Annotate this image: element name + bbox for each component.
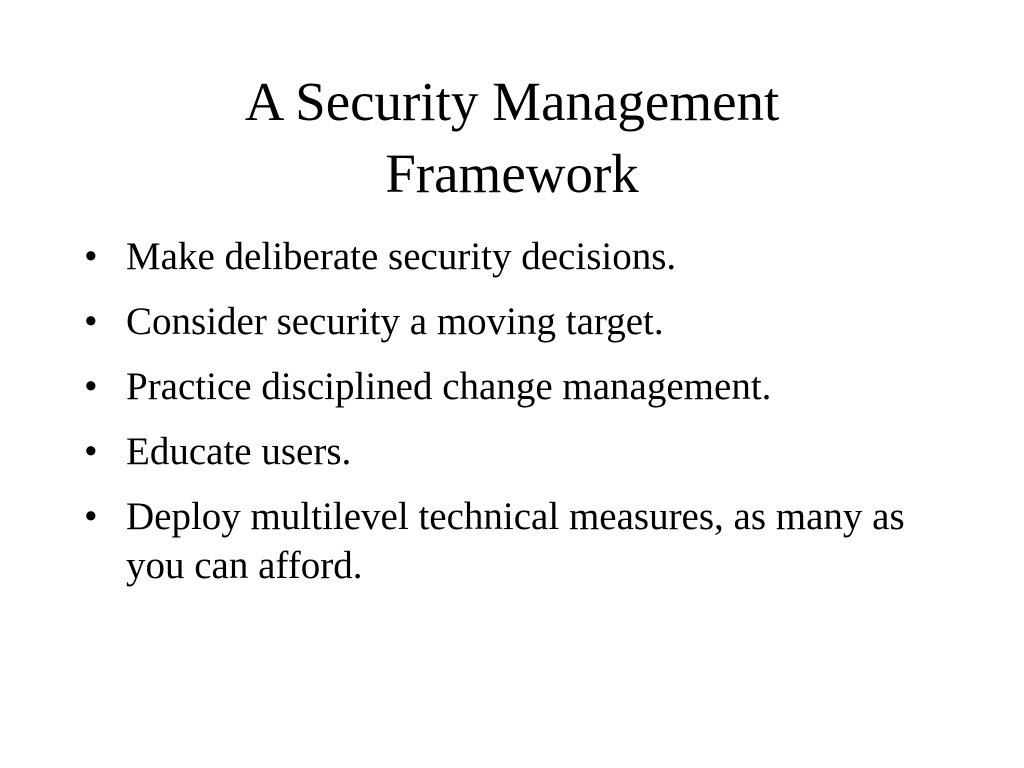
bullet-text: Practice disciplined change management. (126, 365, 772, 408)
bullet-item-5 (84, 492, 914, 590)
bullet-item-1 (84, 232, 914, 281)
bullet-item-2 (84, 297, 914, 346)
slide-title-line-2: Framework (385, 143, 639, 204)
bullet-icon: • (84, 365, 98, 408)
bullet-text: Make deliberate security decisions. (126, 235, 677, 278)
bullet-icon: • (84, 300, 98, 343)
bullet-text: Educate users. (126, 430, 352, 473)
bullet-text: Deploy multilevel technical measures, as many as you can afford. (126, 495, 905, 587)
slide-title-line-1: A Security Management (244, 71, 780, 132)
bullet-item-3 (84, 362, 914, 411)
bullet-icon: • (84, 495, 98, 538)
bullet-item-4 (84, 427, 914, 476)
bullet-list (84, 232, 914, 606)
slide-title (0, 66, 1024, 210)
bullet-icon: • (84, 235, 98, 278)
bullet-text: Consider security a moving target. (126, 300, 664, 343)
bullet-icon: • (84, 430, 98, 473)
